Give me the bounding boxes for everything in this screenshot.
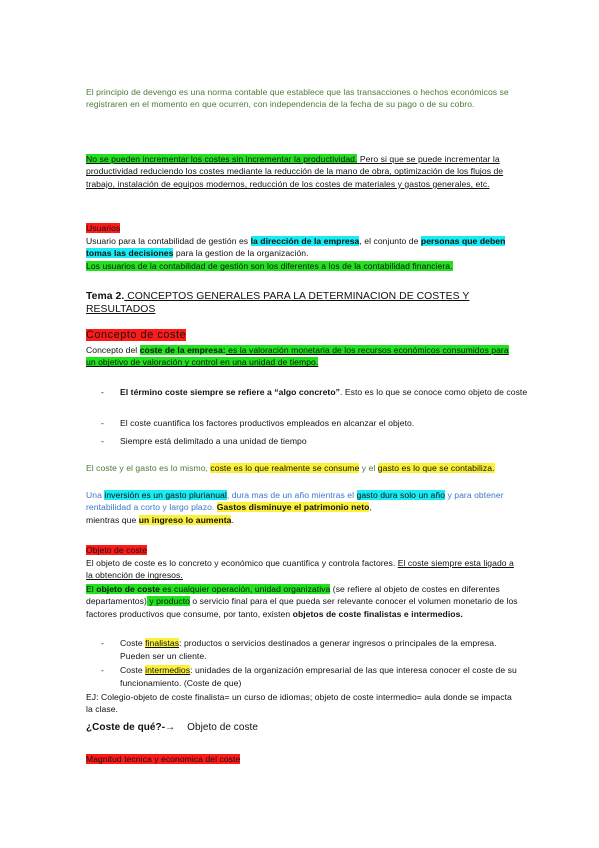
usuarios-text-3: para la gestion de la organización. (173, 248, 309, 259)
usuarios-heading-text: Usuarios (86, 223, 121, 233)
productividad-highlight: No se pueden incrementar los costes sin incrementar la productividad. (86, 154, 358, 164)
dash-icon: - (101, 436, 104, 446)
tema-title: CONCEPTOS GENERALES PARA LA DETERMINACION DE COSTES Y RESULTADOS (86, 291, 470, 315)
gasto-text: El coste y el gasto es lo mismo, (86, 463, 211, 473)
tema-heading (86, 291, 520, 317)
dash-icon: - (101, 387, 104, 397)
usuarios-text: Usuario para la contabilidad de gestión es (86, 236, 251, 246)
comma: , (369, 502, 372, 513)
bullet-2 (101, 416, 540, 430)
inversion-text: Una (86, 490, 105, 500)
operacion-highlight: es cualquier operación, unidad organizativa (159, 584, 331, 594)
objeto-heading-text: Objeto de coste (86, 545, 147, 555)
usuarios-text-2: , el conjunto de (359, 236, 421, 246)
magnitud-heading-text: Magnitud tecnica y economica del coste (86, 754, 241, 764)
gasto-text-2: y el (359, 463, 378, 473)
inversion-highlight: inversión es un gasto plurianual (104, 490, 227, 500)
direccion-highlight: la dirección de la empresa (250, 236, 360, 246)
valoracion-highlight: es la valoración monetaria de los recursos económicos consumidos para un objetivo de valoración y control en una unidad de tiempo. (86, 345, 509, 368)
consume-highlight: coste es lo que realmente se consume (210, 463, 360, 473)
departamentos-text: (se refiere al objeto de costes en diferentes departamentos) (86, 584, 500, 607)
concepto-paragraph (86, 344, 520, 369)
intermedios-highlight: intermedios (145, 665, 191, 675)
objeto-text-2: o servicio final para el que pueda ser relevante conocer el volumen monetario de los factores productivos que consume, por tanto, existen (86, 596, 518, 619)
objeto-paragraph-1 (86, 557, 520, 582)
productividad-paragraph (86, 153, 520, 190)
sub-1-text: : productos o servicios destinados a generar ingresos o principales de la empresa. Pueden ser un cliente. (120, 638, 497, 661)
concepto-text: Concepto del (86, 345, 140, 355)
inversion-paragraph (86, 489, 524, 526)
personas-highlight: personas que deben tomas las decisiones (86, 236, 506, 259)
objeto-paragraph-2 (86, 583, 520, 620)
sub-1-prefix: Coste (120, 638, 146, 648)
ingreso-text: mientras que (86, 514, 139, 525)
bullet-2-text: El coste cuantifica los factores productivos empleados en alcanzar el objeto. (120, 418, 415, 428)
tema-number: Tema 2. (86, 291, 125, 302)
sub-bullet-2 (101, 664, 522, 689)
bullet-1-bold: El término coste siempre se refiere a “algo concreto” (120, 387, 340, 397)
dash-icon: - (101, 665, 104, 675)
concepto-heading (86, 329, 520, 341)
ingresos-underline: El coste siempre esta ligado a la obtención de ingresos. (86, 558, 514, 581)
gasto-highlight: gasto (377, 463, 400, 473)
usuarios-diferentes-highlight: Los usuarios de la contabilidad de gestión son los diferentes a los de la contabilidad financiera. (86, 260, 453, 271)
sub-2-prefix: Coste (120, 665, 146, 675)
magnitud-heading (86, 753, 520, 765)
ingreso-highlight: un ingreso lo aumenta (138, 514, 232, 525)
bullet-1-text: . Esto es lo que se conoce como objeto de coste (339, 387, 528, 397)
productividad-rest: Pero si que se puede incrementar la productividad reduciendo los costes mediante la reducción de la mano de obra, optimización de los flujos de trabajo, instalación de equipos modernos, reducción de los costes de materiales y gastos generales, etc. (86, 154, 504, 189)
bullet-3 (101, 434, 540, 448)
sub-bullet-1 (101, 637, 522, 662)
gasto-paragraph (86, 462, 524, 474)
dash-icon: - (101, 638, 104, 648)
patrimonio-highlight: Gastos disminuye el patrimonio neto (216, 502, 370, 513)
dash-icon: - (101, 418, 104, 428)
gasto-ano-highlight: gasto dura solo un año (356, 490, 446, 500)
question-line (86, 722, 520, 734)
producto-highlight: y producto (146, 596, 190, 607)
sub-2-text: : unidades de la organización empresarial de las que interesa conocer el coste de su funcionamiento. (Coste de que) (120, 665, 517, 688)
bullet-1 (101, 385, 540, 399)
objeto-heading (86, 544, 520, 556)
finalistas-highlight: finalistas (145, 638, 180, 648)
arrow-icon: → (165, 722, 176, 733)
inversion-text-3: y para obtener rentabilidad a corto y largo plazo. (86, 490, 504, 513)
usuarios-paragraph (86, 235, 520, 272)
objeto-coste-highlight: objeto de coste (96, 584, 160, 594)
inversion-text-2: , dura mas de un año mientras el (226, 490, 357, 500)
bullet-3-text: Siempre está delimitado a una unidad de tiempo (120, 436, 307, 446)
period: . (231, 514, 234, 525)
example-paragraph: EJ: Colegio-objeto de coste finalista= un curso de idiomas; objeto de coste intermedio= aula donde se impacta la clase. (86, 692, 512, 715)
contabiliza-highlight: es lo que se contabiliza. (399, 463, 495, 473)
devengo-paragraph: El principio de devengo es una norma contable que establece que las transacciones o hechos económicos se registraren en el momento en que ocurren, con independencia de la fecha de su pago o de su cobro. (86, 87, 509, 110)
objeto-text: El objeto de coste es lo concreto y económico que cuantifica y controla factores. (86, 558, 398, 568)
usuarios-heading (86, 222, 520, 234)
concepto-heading-text: Concepto de coste (86, 329, 187, 341)
finalistas-intermedios-bold: objetos de coste finalistas e intermedios. (292, 608, 463, 619)
coste-empresa-highlight: coste de la empresa: (139, 345, 226, 355)
question-text: ¿Coste de qué?- (86, 722, 166, 733)
el-highlight: El (86, 584, 97, 594)
question-answer: Objeto de coste (187, 722, 258, 733)
